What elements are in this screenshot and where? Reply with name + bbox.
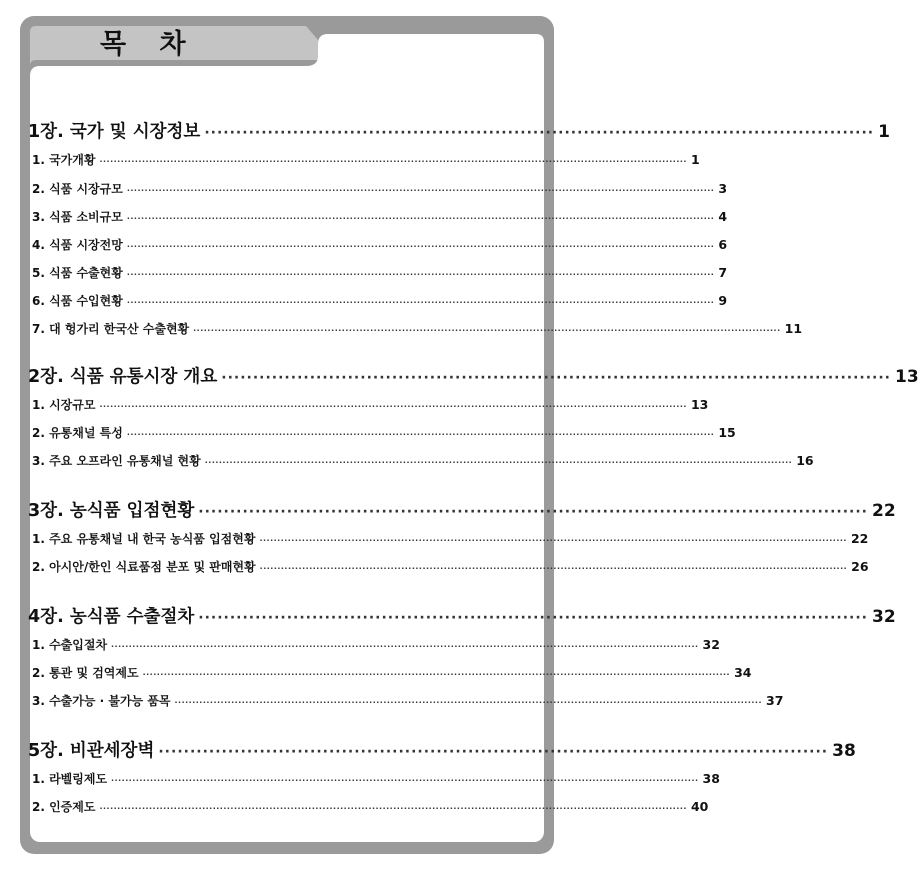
toc-entry[interactable] — [30, 264, 728, 281]
chapter-5[interactable] — [28, 737, 856, 762]
toc-entry[interactable] — [30, 424, 736, 441]
entry-label: 7. 대 헝가리 한국산 수출현황 — [32, 322, 190, 336]
dot-leader: ······································································································································································ — [126, 242, 715, 251]
chapter-label: 3장. 농식품 입점현황 — [28, 501, 195, 521]
dot-leader: ······································································································································································ — [204, 458, 793, 467]
chapter-2[interactable] — [28, 363, 919, 388]
toc-entry[interactable] — [30, 236, 728, 253]
chapter-4[interactable] — [28, 603, 896, 628]
chapter-page: 1 — [878, 122, 890, 142]
entry-page: 15 — [718, 425, 736, 440]
entry-page: 9 — [718, 293, 728, 308]
toc-entry[interactable] — [30, 208, 728, 225]
entry-label: 3. 주요 오프라인 유통채널 현황 — [32, 454, 201, 468]
entry-label: 2. 유통채널 특성 — [32, 426, 123, 440]
dot-leader: ·········································································································· — [158, 744, 829, 760]
toc-entry[interactable] — [30, 798, 709, 815]
chapter-label: 2장. 식품 유통시장 개요 — [28, 367, 218, 387]
entry-page: 3 — [718, 181, 728, 196]
dot-leader: ······································································································································································ — [99, 402, 687, 411]
toc-entry[interactable] — [30, 692, 784, 709]
entry-label: 1. 수출입절차 — [32, 638, 108, 652]
dot-leader: ······································································································································································ — [99, 157, 687, 166]
toc-entry[interactable] — [30, 320, 803, 337]
entry-page: 13 — [690, 397, 709, 412]
dot-leader: ······································································································································································ — [142, 670, 731, 679]
dot-leader: ······································································································································································ — [259, 564, 848, 573]
dot-leader: ······································································································································································ — [111, 642, 699, 651]
toc-entry[interactable] — [30, 636, 720, 653]
entry-page: 7 — [718, 265, 728, 280]
entry-label: 1. 라벨링제도 — [32, 772, 108, 786]
chapter-page: 38 — [832, 741, 856, 761]
chapter-page: 22 — [872, 501, 896, 521]
dot-leader: ·········································································································· — [198, 504, 868, 520]
chapter-label: 5장. 비관세장벽 — [28, 741, 155, 761]
dot-leader: ······································································································································································ — [126, 270, 715, 279]
entry-label: 4. 식품 시장전망 — [32, 238, 123, 252]
entry-page: 26 — [851, 559, 869, 574]
chapter-label: 1장. 국가 및 시장정보 — [28, 122, 201, 142]
toc-entry[interactable] — [30, 770, 720, 787]
dot-leader: ······································································································································································ — [126, 214, 715, 223]
toc-entry[interactable] — [30, 151, 700, 168]
entry-label: 5. 식품 수출현황 — [32, 266, 123, 280]
entry-label: 1. 국가개황 — [32, 153, 96, 167]
entry-label: 1. 시장규모 — [32, 398, 96, 412]
entry-label: 1. 주요 유통채널 내 한국 농식품 입점현황 — [32, 532, 256, 546]
dot-leader: ······································································································································································ — [174, 698, 762, 707]
chapter-page: 13 — [895, 367, 919, 387]
dot-leader: ······································································································································································ — [193, 326, 781, 335]
entry-page: 32 — [702, 637, 720, 652]
entry-page: 1 — [690, 152, 700, 167]
toc-entry[interactable] — [30, 452, 814, 469]
chapter-label: 4장. 농식품 수출절차 — [28, 607, 195, 627]
entry-page: 38 — [702, 771, 720, 786]
entry-label: 2. 식품 시장규모 — [32, 182, 123, 196]
entry-page: 40 — [690, 799, 709, 814]
dot-leader: ······································································································································································ — [126, 430, 715, 439]
entry-page: 6 — [718, 237, 728, 252]
dot-leader: ·········································································································· — [198, 610, 868, 626]
toc-entry[interactable] — [30, 558, 869, 575]
entry-page: 11 — [784, 321, 803, 336]
entry-label: 2. 인증제도 — [32, 800, 96, 814]
entry-page: 22 — [850, 531, 869, 546]
toc-title: 목 차 — [100, 29, 198, 60]
toc-entry[interactable] — [30, 530, 869, 547]
chapter-3[interactable] — [28, 497, 896, 522]
dot-leader: ·········································································································· — [204, 125, 875, 141]
chapter-1[interactable] — [28, 118, 890, 143]
entry-page: 4 — [718, 209, 728, 224]
entry-label: 3. 수출가능 · 불가능 품목 — [32, 694, 171, 708]
entry-page: 16 — [796, 453, 814, 468]
entry-label: 3. 식품 소비규모 — [32, 210, 123, 224]
title-tab-shape — [0, 0, 579, 100]
dot-leader: ······································································································································································ — [259, 536, 847, 545]
entry-label: 2. 아시안/한인 식료품점 분포 및 판매현황 — [32, 560, 256, 574]
toc-entry[interactable] — [30, 396, 709, 413]
entry-label: 6. 식품 수입현황 — [32, 294, 123, 308]
toc-entry[interactable] — [30, 180, 728, 197]
entry-page: 34 — [734, 665, 752, 680]
dot-leader: ······································································································································································ — [99, 804, 687, 813]
entry-label: 2. 통관 및 검역제도 — [32, 666, 139, 680]
toc-entry[interactable] — [30, 292, 728, 309]
dot-leader: ······································································································································································ — [126, 186, 715, 195]
dot-leader: ······································································································································································ — [111, 776, 699, 785]
entry-page: 37 — [766, 693, 784, 708]
chapter-page: 32 — [872, 607, 896, 627]
dot-leader: ·········································································································· — [221, 370, 891, 386]
dot-leader: ······································································································································································ — [126, 298, 715, 307]
toc-entry[interactable] — [30, 664, 752, 681]
